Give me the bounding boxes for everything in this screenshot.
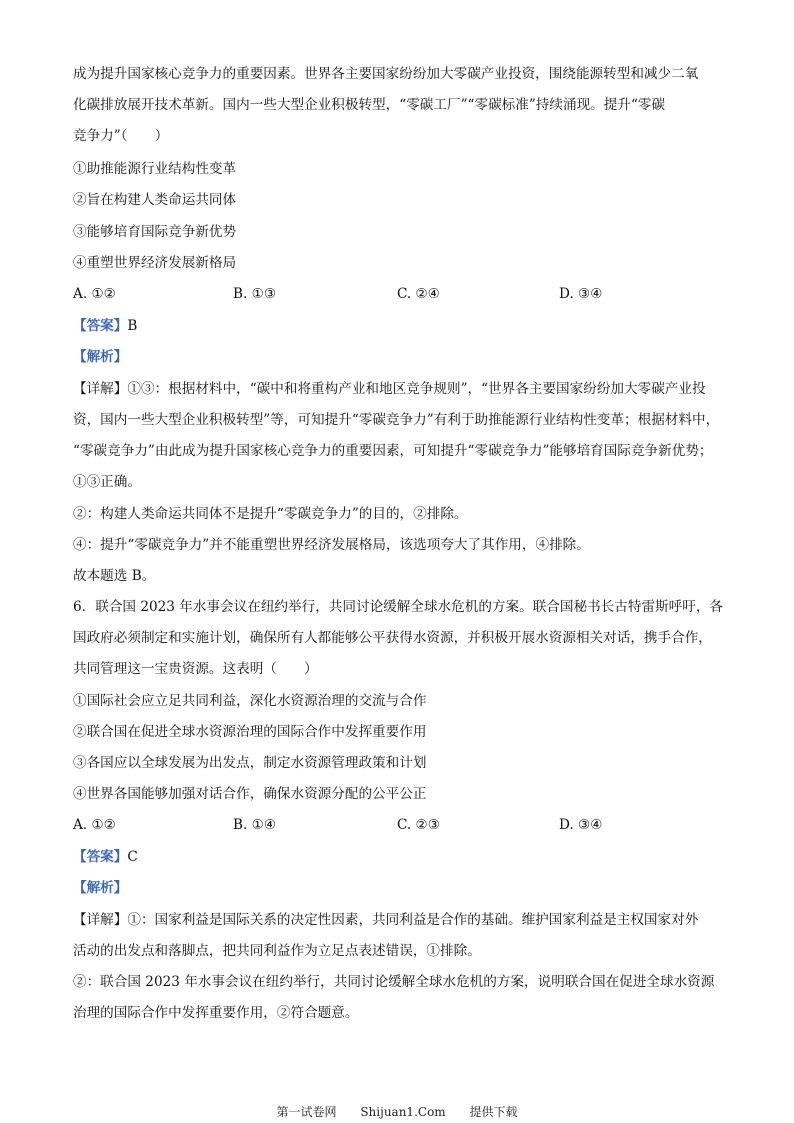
q5-detail-line-4: ①③正确。	[73, 474, 141, 490]
q6-answer-line	[73, 847, 733, 867]
q6-choice-d: D. ③④	[559, 817, 603, 833]
q6-stem-line-1: 6．联合国 2023 年水事会议在纽约举行，共同讨论缓解全球水危机的方案。联合国秘书长古特雷斯呼吁，各	[73, 599, 724, 615]
q5-detail-line-3: “零碳竞争力”由此成为提升国家核心竞争力的重要因素，可知提升“零碳竞争力”能够培育国际竞争新优势；	[73, 443, 713, 459]
q5-detail-line-1	[73, 379, 733, 399]
q6-answer-tag: 【答案】	[73, 849, 128, 865]
q5-analysis-tag: 【解析】	[73, 349, 128, 365]
q6-detail-line-4: 治理的国际合作中发挥重要作用，②符合题意。	[73, 1005, 359, 1021]
q6-item-3: ③各国应以全球发展为出发点，制定水资源管理政策和计划	[73, 755, 427, 771]
q6-detail-text-1: ①：国家利益是国际关系的决定性因素，共同利益是合作的基础。维护国家利益是主权国家对外	[127, 912, 699, 928]
q5-choice-c: C. ②④	[397, 286, 440, 302]
q5-detail-line-6: ④：提升“零碳竞争力”并不能重塑世界经济发展格局，该选项夸大了其作用，④排除。	[73, 537, 590, 553]
footer-download-note: 提供下载	[469, 1105, 518, 1119]
q5-stem-line-2: 化碳排放展开技术革新。国内一些大型企业积极转型，“零碳工厂”“零碳标准”持续涌现。提升“零碳	[73, 97, 666, 113]
footer-site-url: Shijuan1.Com	[360, 1105, 446, 1119]
q6-stem-line-3: 共同管理这一宝贵资源。这表明（ ）	[73, 661, 318, 677]
q5-detail-line-2: 资，国内一些大型企业积极转型”等，可知提升“零碳竞争力”有利于助推能源行业结构性变革；根据材料中，	[73, 412, 720, 428]
q6-choice-a: A. ①②	[73, 817, 116, 833]
q6-answer: C	[127, 849, 138, 865]
q6-detail-line-1	[73, 910, 733, 930]
q6-item-4: ④世界各国能够加强对话合作，确保水资源分配的公平公正	[73, 786, 427, 802]
q6-choice-b: B. ①④	[233, 817, 277, 833]
q5-choice-d: D. ③④	[559, 286, 603, 302]
q5-item-3: ③能够培育国际竞争新优势	[73, 224, 237, 240]
q5-answer-tag: 【答案】	[73, 318, 128, 334]
q5-stem-line-1: 成为提升国家核心竞争力的重要因素。世界各主要国家纷纷加大零碳产业投资，围绕能源转型和减少二氧	[73, 66, 699, 82]
q6-choice-c: C. ②③	[397, 817, 440, 833]
q6-analysis-tag: 【解析】	[73, 880, 128, 896]
q6-analysis-line	[73, 878, 733, 898]
q5-stem-line-3: 竞争力”（ ）	[73, 128, 169, 144]
q5-detail-line-5: ②：构建人类命运共同体不是提升“零碳竞争力”的目的，②排除。	[73, 506, 468, 522]
q5-analysis-line	[73, 347, 733, 367]
page-footer	[0, 1103, 794, 1120]
q5-detail-line-7: 故本题选 B。	[73, 568, 156, 584]
q5-detail-text-1: ①③：根据材料中，“碳中和将重构产业和地区竞争规则”，“世界各主要国家纷纷加大零碳产业投	[127, 381, 706, 397]
q5-choice-a: A. ①②	[73, 286, 116, 302]
q6-item-1: ①国际社会应立足共同利益，深化水资源治理的交流与合作	[73, 693, 427, 709]
q6-stem-line-2: 国政府必须制定和实施计划，确保所有人都能够公平获得水资源，并积极开展水资源相关对话，携手合作，	[73, 630, 712, 646]
q6-detail-tag: 【详解】	[73, 912, 128, 928]
q5-item-2: ②旨在构建人类命运共同体	[73, 192, 237, 208]
q5-detail-tag: 【详解】	[73, 381, 128, 397]
q6-detail-line-3: ②：联合国 2023 年水事会议在纽约举行，共同讨论缓解全球水危机的方案，说明联合国在促进全球水资源	[73, 974, 715, 990]
q5-answer-line	[73, 316, 733, 336]
footer-site-name: 第一试卷网	[276, 1105, 337, 1119]
q5-item-1: ①助推能源行业结构性变革	[73, 161, 237, 177]
q5-choice-b: B. ①③	[233, 286, 277, 302]
q6-item-2: ②联合国在促进全球水资源治理的国际合作中发挥重要作用	[73, 724, 427, 740]
q5-item-4: ④重塑世界经济发展新格局	[73, 255, 237, 271]
q5-answer: B	[127, 318, 138, 334]
q6-detail-line-2: 活动的出发点和落脚点，把共同利益作为立足点表述错误，①排除。	[73, 943, 481, 959]
